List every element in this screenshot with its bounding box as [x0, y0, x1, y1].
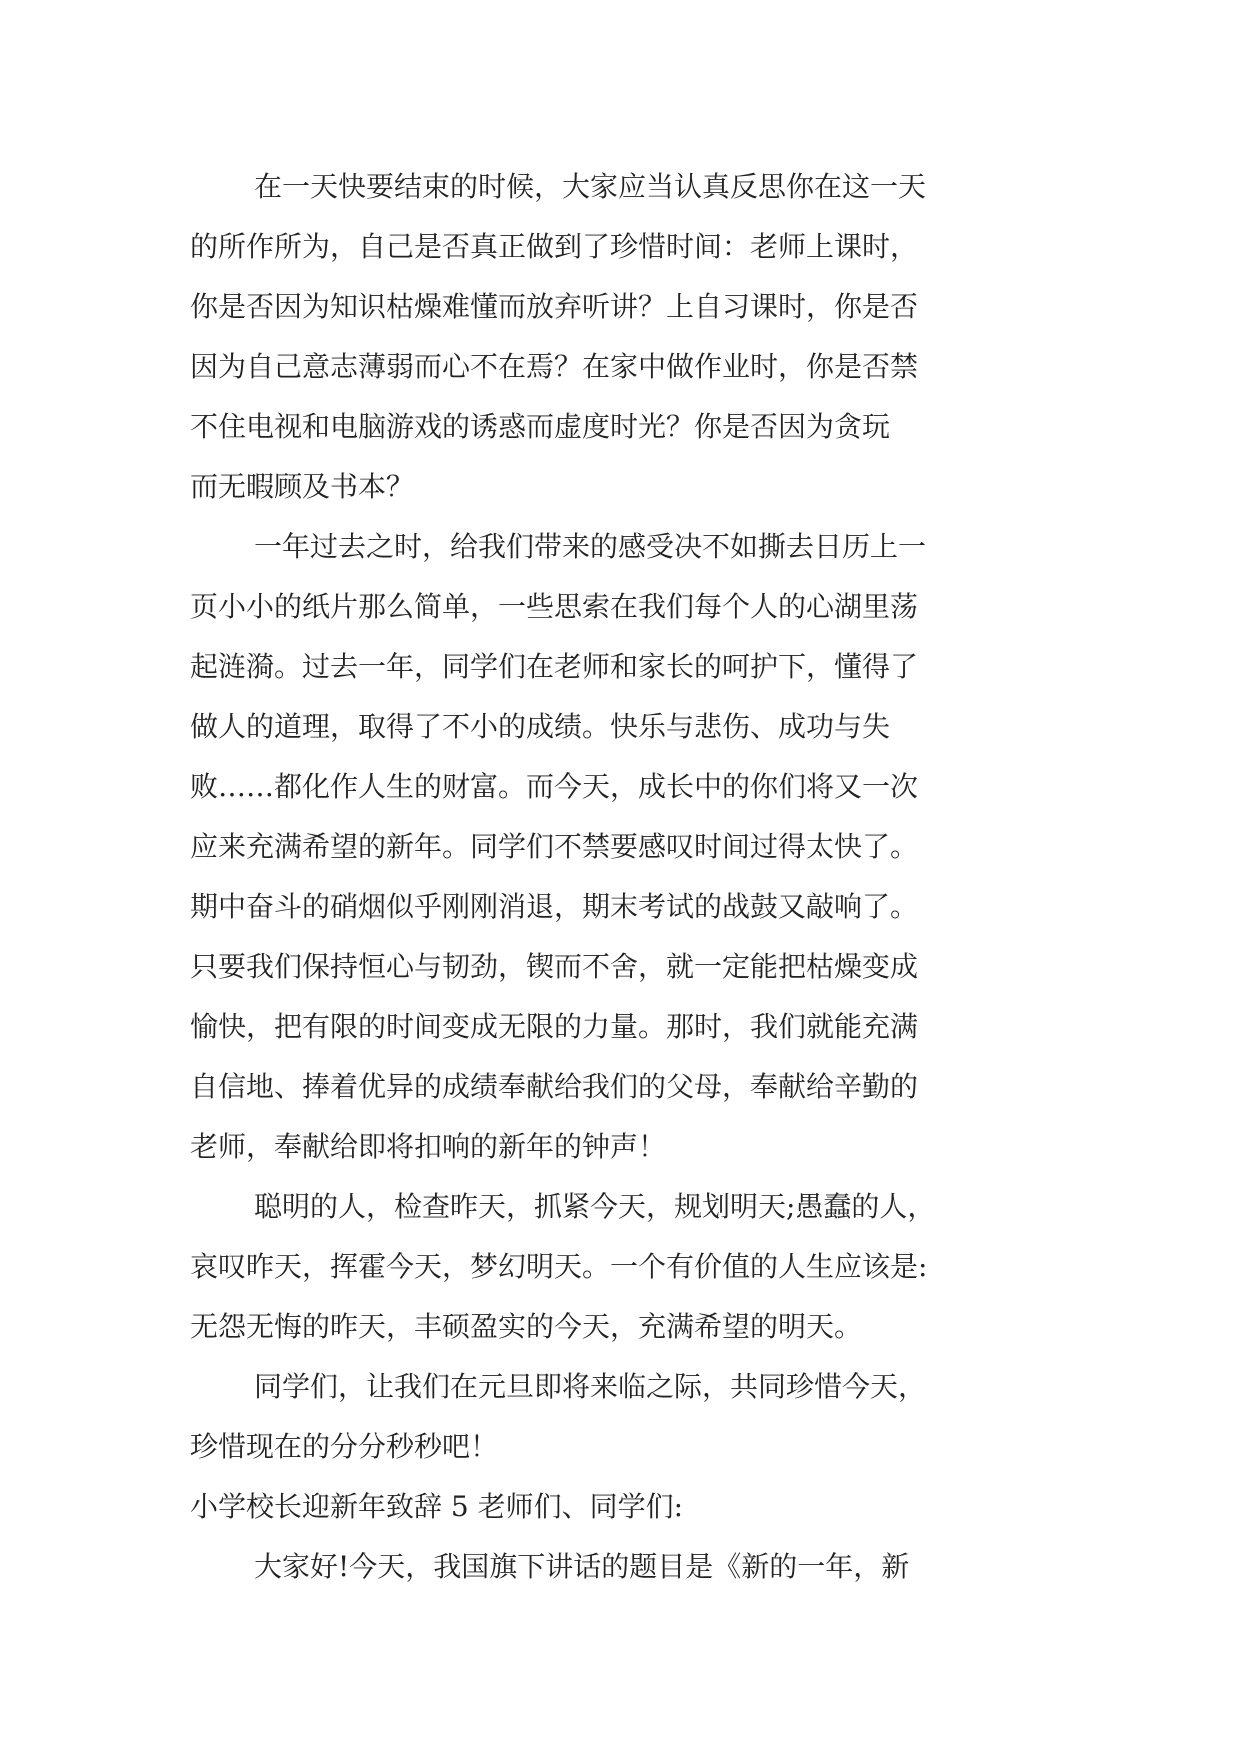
paragraph — [190, 517, 1060, 1177]
text-line: 败……都化作人生的财富。而今天，成长中的你们将又一次 — [190, 770, 919, 803]
paragraph — [190, 1177, 1060, 1357]
section-heading — [190, 1477, 1060, 1537]
text-line: 只要我们保持恒心与韧劲，锲而不舍，就一定能把枯燥变成 — [190, 950, 919, 983]
text-line: 而无暇顾及书本？ — [190, 470, 415, 503]
text-line: 不住电视和电脑游戏的诱惑而虚度时光？你是否因为贪玩 — [190, 410, 891, 443]
text-line: 一年过去之时，给我们带来的感受决不如撕去日历上一 — [254, 530, 927, 563]
text-line: 因为自己意志薄弱而心不在焉？在家中做作业时，你是否禁 — [190, 350, 919, 383]
text-line: 小学校长迎新年致辞 5 老师们、同学们: — [190, 1490, 684, 1523]
text-line: 珍惜现在的分分秒秒吧！ — [190, 1430, 499, 1463]
text-line: 老师，奉献给即将扣响的新年的钟声！ — [190, 1130, 667, 1163]
text-line: 在一天快要结束的时候，大家应当认真反思你在这一天 — [254, 170, 927, 203]
text-line: 哀叹昨天，挥霍今天，梦幻明天。一个有价值的人生应该是: — [190, 1250, 928, 1283]
text-line: 起涟漪。过去一年，同学们在老师和家长的呵护下，懂得了 — [190, 650, 919, 683]
paragraph — [190, 1537, 1060, 1597]
text-line: 聪明的人，检查昨天，抓紧今天，规划明天;愚蠢的人， — [254, 1190, 936, 1223]
text-line: 的所作所为，自己是否真正做到了珍惜时间：老师上课时， — [190, 230, 919, 263]
text-line: 自信地、捧着优异的成绩奉献给我们的父母，奉献给辛勤的 — [190, 1070, 919, 1103]
text-line: 无怨无悔的昨天，丰硕盈实的今天，充满希望的明天。 — [190, 1310, 863, 1343]
text-line: 应来充满希望的新年。同学们不禁要感叹时间过得太快了。 — [190, 830, 919, 863]
text-line: 页小小的纸片那么简单，一些思索在我们每个人的心湖里荡 — [190, 590, 919, 623]
paragraph — [190, 1357, 1060, 1477]
body-text — [190, 157, 1060, 1597]
text-line: 期中奋斗的硝烟似乎刚刚消退，期末考试的战鼓又敲响了。 — [190, 890, 919, 923]
text-line: 你是否因为知识枯燥难懂而放弃听讲？上自习课时，你是否 — [190, 290, 919, 323]
text-line: 同学们，让我们在元旦即将来临之际，共同珍惜今天， — [254, 1370, 927, 1403]
text-line: 做人的道理，取得了不小的成绩。快乐与悲伤、成功与失 — [190, 710, 891, 743]
text-line: 大家好!今天，我国旗下讲话的题目是《新的一年，新 — [254, 1550, 910, 1583]
text-line: 愉快，把有限的时间变成无限的力量。那时，我们就能充满 — [190, 1010, 919, 1043]
paragraph — [190, 157, 1060, 517]
